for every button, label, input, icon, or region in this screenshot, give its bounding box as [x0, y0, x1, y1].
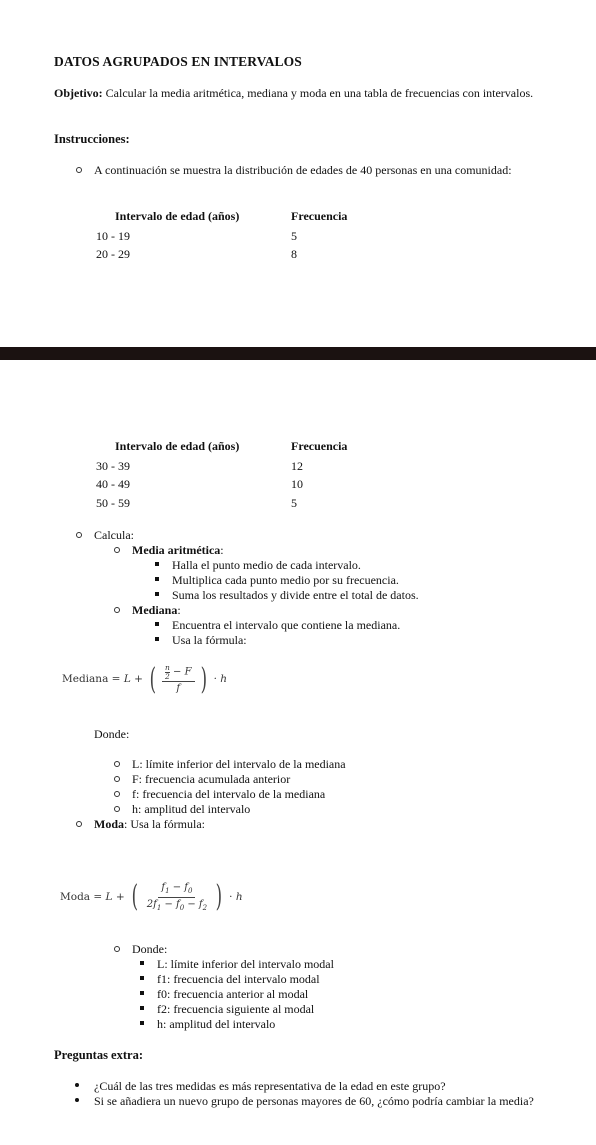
mediana-def: L: límite inferior del intervalo de la mediana	[132, 757, 346, 771]
moda-formula: Moda = L + ( $\frac{f_1 - f_0}{2f_1 - f_0 - f_2}$ ) · h	[60, 879, 243, 915]
moda-def: L: límite inferior del intervalo modal	[157, 957, 334, 971]
moda-item	[94, 817, 205, 832]
extra-question: Si se añadiera un nuevo grupo de personas mayores de 60, ¿cómo podría cambiar la media?	[94, 1094, 544, 1109]
moda-def: f2: frecuencia siguiente al modal	[157, 1002, 315, 1016]
mediana-def: f: frecuencia del intervalo de la mediana	[132, 787, 326, 801]
table-cell-interval: 20 - 29	[96, 247, 130, 262]
table-header-interval: Intervalo de edad (años)	[115, 209, 240, 223]
moda-donde: Donde:	[132, 942, 168, 956]
table-row	[96, 227, 347, 246]
mediana-colon: :	[177, 603, 181, 617]
mediana-donde: Donde:	[94, 727, 130, 741]
mediana-def: F: frecuencia acumulada anterior	[132, 772, 291, 786]
table-cell-frequency: 5	[291, 228, 297, 243]
table-cell-interval: 40 - 49	[96, 477, 130, 492]
media-step: Suma los resultados y divide entre el total de datos.	[172, 588, 419, 602]
mediana-formula: Mediana = L + ( $\frac{n}{2}$ − F f ) · h	[62, 661, 228, 697]
calcula-item: Calcula:	[94, 528, 134, 542]
extra-heading: Preguntas extra:	[54, 1048, 143, 1062]
objective	[54, 86, 534, 101]
moda-formula-label: Moda	[60, 890, 91, 903]
table-cell-interval: 10 - 19	[96, 228, 130, 243]
media-step: Halla el punto medio de cada intervalo.	[172, 558, 361, 572]
instructions-heading: Instrucciones:	[54, 132, 130, 146]
mediana-step: Encuentra el intervalo que contiene la mediana.	[172, 618, 401, 632]
table-cell-frequency: 12	[291, 458, 303, 473]
moda-label: Moda	[94, 817, 124, 831]
table-header-frequency: Frecuencia	[291, 209, 348, 223]
table-row	[96, 475, 347, 494]
media-step: Multiplica cada punto medio por su frecuencia.	[172, 573, 399, 587]
extra-question: ¿Cuál de las tres medidas es más representativa de la edad en este grupo?	[94, 1079, 544, 1094]
moda-def: f1: frecuencia del intervalo modal	[157, 972, 320, 986]
table-cell-frequency: 5	[291, 495, 297, 510]
table-header-interval: Intervalo de edad (años)	[115, 439, 240, 453]
table-cell-frequency: 8	[291, 247, 297, 262]
mediana-formula-label: Mediana	[62, 673, 109, 686]
frequency-table-part2	[96, 439, 347, 513]
page-title: DATOS AGRUPADOS EN INTERVALOS	[54, 54, 302, 69]
page-break-bar	[0, 347, 596, 360]
objective-text: Calcular la media aritmética, mediana y moda en una tabla de frecuencias con intervalos.	[102, 86, 534, 100]
table-row	[96, 494, 347, 513]
media-item	[132, 543, 224, 558]
objective-label: Objetivo:	[54, 86, 103, 100]
moda-text: : Usa la fórmula:	[124, 817, 205, 831]
mediana-item	[132, 603, 181, 618]
media-label: Media aritmética	[132, 543, 221, 557]
intro-item: A continuación se muestra la distribución de edades de 40 personas en una comunidad:	[94, 163, 514, 178]
mediana-step: Usa la fórmula:	[172, 633, 247, 647]
table-header-frequency: Frecuencia	[291, 439, 348, 453]
moda-def: h: amplitud del intervalo	[157, 1017, 276, 1031]
media-colon: :	[220, 543, 224, 557]
table-row	[96, 245, 347, 264]
table-cell-interval: 30 - 39	[96, 458, 130, 473]
frequency-table-part1	[96, 209, 347, 264]
mediana-label: Mediana	[132, 603, 178, 617]
moda-def: f0: frecuencia anterior al modal	[157, 987, 309, 1001]
table-cell-frequency: 10	[291, 477, 303, 492]
mediana-def: h: amplitud del intervalo	[132, 802, 251, 816]
table-cell-interval: 50 - 59	[96, 495, 130, 510]
table-row	[96, 457, 347, 476]
